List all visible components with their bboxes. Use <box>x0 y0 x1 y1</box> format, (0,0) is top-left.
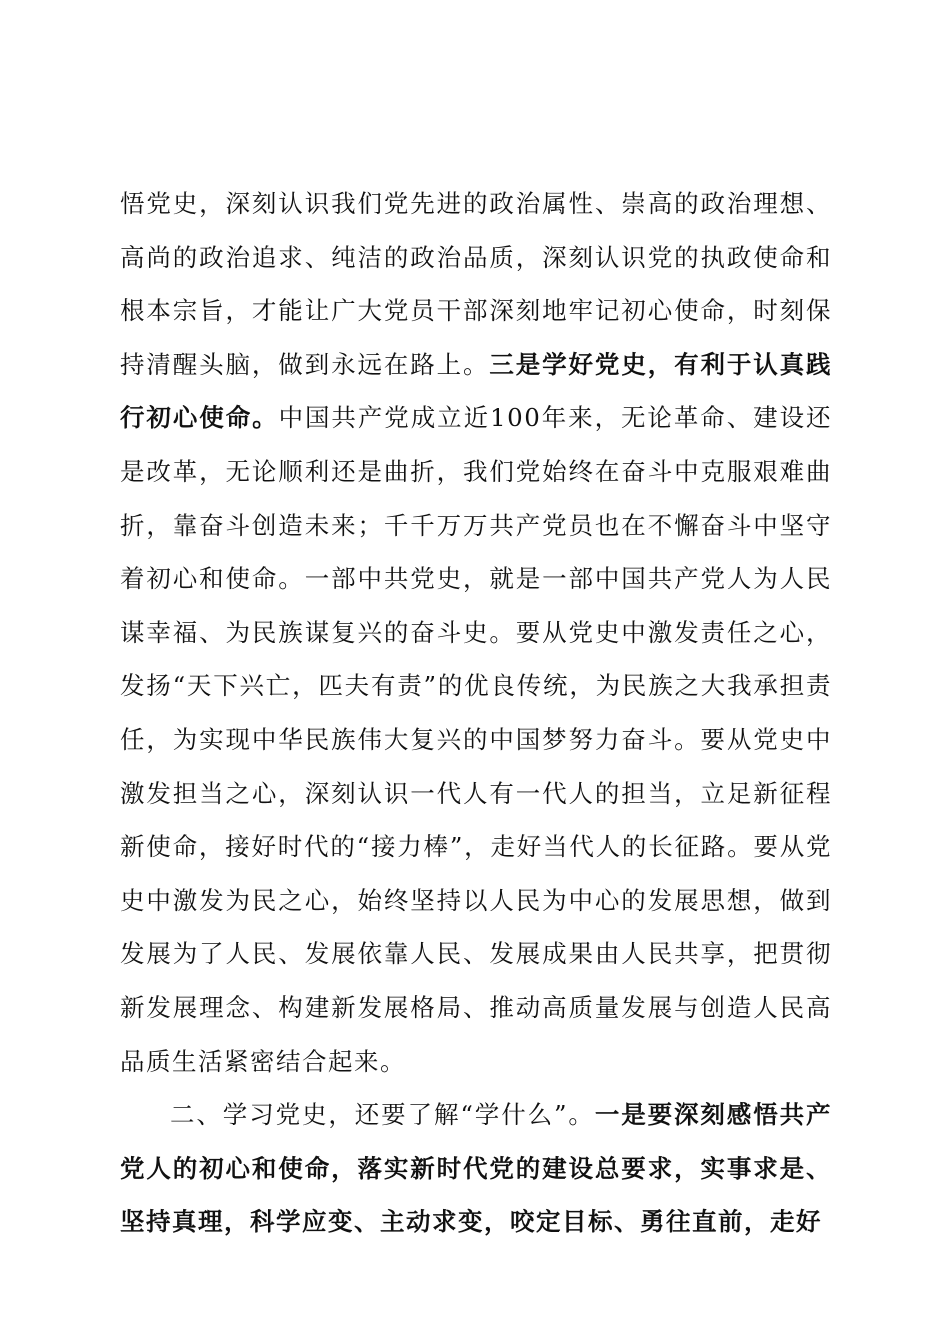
paragraph-1-bold-heading: 三是学好党史，有利于认真践行初心使命。 <box>120 349 833 433</box>
paragraph-2-section-heading: 二、学习党史，还要了解“学什么”。 <box>170 1100 595 1130</box>
document-body <box>120 177 832 1249</box>
paragraph-1-run-1: 悟党史，深刻认识我们党先进的政治属性、崇高的政治理想、高尚的政治追求、纯洁的政治品质，深刻认识党的执政使命和根本宗旨，才能让广大党员干部深刻地牢记初心使命，时刻保持清醒头脑，做到永远在路上。 <box>120 189 832 379</box>
paragraph-1 <box>120 177 832 1088</box>
paragraph-1-run-3: 中国共产党成立近100年来，无论革命、建设还是改革，无论顺利还是曲折，我们党始终在奋斗中克服艰难曲折，靠奋斗创造未来；千千万万共产党员也在不懈奋斗中坚守着初心和使命。一部中共党史，就是一部中国共产党人为人民谋幸福、为民族谋复兴的奋斗史。要从党史中激发责任之心，发扬“天下兴亡，匹夫有责”的优良传统，为民族之大我承担责任，为实现中华民族伟大复兴的中国梦努力奋斗。要从党史中激发担当之心，深刻认识一代人有一代人的担当，立足新征程新使命，接好时代的“接力棒”，走好当代人的长征路。要从党史中激发为民之心，始终坚持以人民为中心的发展思想，做到发展为了人民、发展依靠人民、发展成果由人民共享，把贯彻新发展理念、构建新发展格局、推动高质量发展与创造人民高品质生活紧密结合起来。 <box>120 403 832 1076</box>
paragraph-2 <box>120 1088 832 1249</box>
paragraph-2-bold-point: 一是要深刻感悟共产党人的初心和使命，落实新时代党的建设总要求，实事求是、坚持真理，科学应变、主动求变，咬定目标、勇往直前，走好 <box>120 1100 832 1237</box>
